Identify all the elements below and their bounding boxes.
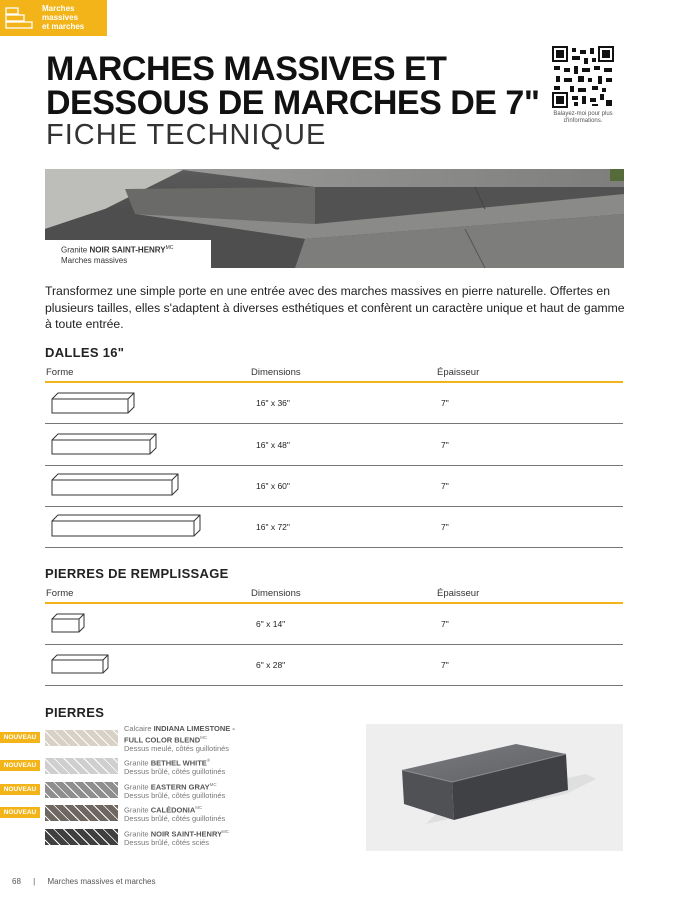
stairs-icon [5, 7, 33, 29]
stone-name: CALÉDONIA [150, 805, 196, 815]
page-number: 68 [12, 877, 21, 886]
dalles-heading: DALLES 16" [45, 345, 125, 360]
stone-item-eastern [124, 781, 274, 801]
footer-separator: | [33, 877, 36, 886]
stone-finish: Dessus meulé, côtés guillotinés [124, 743, 230, 753]
dalle-thickness-60: 7" [441, 481, 449, 491]
hero-caption-prefix: Granite [61, 245, 90, 255]
stone-name: EASTERN GRAY [150, 782, 210, 792]
section-tab-label: Marches massives et marches [42, 4, 85, 31]
pierres-heading: PIERRES [45, 705, 105, 720]
stone-swatch-eastern [45, 782, 118, 798]
dalles-col-shape: Forme [46, 367, 74, 378]
remplissage-shape-14 [50, 612, 88, 636]
remplissage-col-thickness: Épaisseur [437, 588, 480, 599]
remplissage-dims-28: 6" x 28" [256, 660, 286, 670]
hero-caption [45, 240, 211, 268]
stone-swatch-noir [45, 829, 118, 845]
row-divider [45, 465, 623, 466]
dalle-thickness-36: 7" [441, 398, 449, 408]
dalle-dims-48: 16" x 48" [256, 440, 290, 450]
dalles-col-thickness: Épaisseur [437, 367, 480, 378]
stone-prefix: Granite [124, 805, 151, 815]
stone-sup: MC [222, 829, 230, 834]
hero-caption-name: NOIR SAINT-HENRY [89, 245, 166, 255]
step-block-illustration [366, 724, 623, 851]
dalles-col-dims: Dimensions [251, 367, 301, 378]
dalle-shape-72 [50, 513, 204, 541]
stone-sup: MC [195, 805, 203, 810]
stone-prefix: Granite [124, 782, 151, 792]
dalle-shape-48 [50, 432, 160, 458]
stone-name: NOIR SAINT-HENRY [150, 829, 223, 839]
new-badge: NOUVEAU [0, 807, 40, 818]
product-photo [366, 724, 623, 851]
stone-finish: Dessus brûlé, côtés guillotinés [124, 767, 226, 776]
qr-caption: Balayez-moi pour plus d'informations. [553, 111, 613, 124]
dalle-shape-36 [50, 391, 140, 417]
row-divider [45, 423, 623, 424]
stone-item-noir [124, 828, 274, 848]
stone-sup: MC [209, 782, 217, 787]
row-divider [45, 685, 623, 686]
dalle-thickness-72: 7" [441, 522, 449, 532]
new-badge: NOUVEAU [0, 784, 40, 795]
stone-sup: MC [200, 734, 208, 740]
section-tab [0, 0, 107, 36]
dalle-dims-36: 16" x 36" [256, 398, 290, 408]
stone-item-indiana [124, 725, 274, 753]
row-divider [45, 547, 623, 548]
dalle-shape-60 [50, 472, 182, 500]
row-divider [45, 644, 623, 645]
stone-prefix: Granite [124, 829, 151, 839]
dalle-thickness-48: 7" [441, 440, 449, 450]
stone-swatch-indiana [45, 730, 118, 746]
remplissage-shape-28 [50, 653, 112, 677]
remplissage-col-shape: Forme [46, 588, 74, 599]
dalle-dims-60: 16" x 60" [256, 481, 290, 491]
stone-name: BETHEL WHITE [150, 758, 207, 768]
row-divider [45, 506, 623, 507]
footer-section: Marches massives et marches [47, 877, 156, 886]
stone-item-caledonia [124, 804, 274, 824]
page-footer [12, 877, 155, 886]
stone-finish: Dessus brûlé, côtés sciés [124, 838, 210, 847]
stone-swatch-caledonia [45, 805, 118, 821]
hero-caption-subtitle: Marches massives [61, 255, 128, 265]
stone-sup: ® [206, 758, 211, 763]
remplissage-thickness-28: 7" [441, 660, 449, 670]
hero-caption-sup: MC [165, 245, 174, 251]
remplissage-thickness-14: 7" [441, 619, 449, 629]
remplissage-header-rule [45, 602, 623, 604]
page-subtitle: FICHE TECHNIQUE [46, 119, 327, 151]
qr-code[interactable] [552, 46, 614, 108]
dalle-dims-72: 16" x 72" [256, 522, 290, 532]
stone-item-bethel [124, 757, 274, 777]
remplissage-dims-14: 6" x 14" [256, 619, 286, 629]
new-badge: NOUVEAU [0, 760, 40, 771]
stone-finish: Dessus brûlé, côtés guillotinés [124, 791, 226, 800]
remplissage-heading: PIERRES DE REMPLISSAGE [45, 566, 229, 581]
stone-swatch-bethel [45, 758, 118, 774]
intro-paragraph: Transformez une simple porte en une entrée avec des marches massives en pierre naturelle. Offertes en plusieurs tailles, elles s'adaptent à diverses esthétiques et confèrent un caractère unique et haut de gamme à toute entrée. [45, 284, 625, 331]
dalles-header-rule [45, 381, 623, 383]
page-title: MARCHES MASSIVES ET DESSOUS DE MARCHES DE 7" [46, 50, 540, 122]
stone-prefix: Granite [124, 758, 151, 768]
stone-name: INDIANA LIMESTONE - FULL COLOR BLEND [124, 724, 235, 744]
stone-prefix: Calcaire [124, 724, 154, 733]
stone-finish: Dessus brûlé, côtés guillotinés [124, 814, 226, 823]
new-badge: NOUVEAU [0, 732, 40, 743]
remplissage-col-dims: Dimensions [251, 588, 301, 599]
